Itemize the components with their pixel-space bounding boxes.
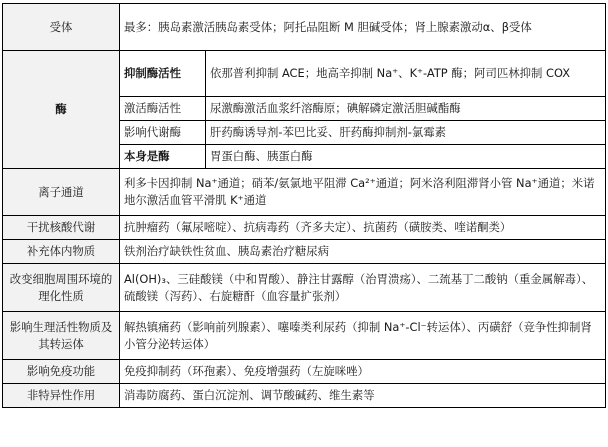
table-row — [3, 4, 606, 51]
enzyme-sub-content: 依那普利抑制 ACE；地高辛抑制 Na⁺、K⁺-ATP 酶；阿司匹林抑制 COX — [206, 51, 606, 97]
row-label-transporter: 影响生理活性物质及其转运体 — [3, 312, 120, 360]
enzyme-sub-label: 本身是酶 — [120, 145, 206, 169]
enzyme-sub-label: 激活酶活性 — [120, 97, 206, 121]
table-row — [3, 384, 606, 408]
row-label-nucleic-acid: 干扰核酸代谢 — [3, 216, 120, 240]
enzyme-sub-content: 胃蛋白酶、胰蛋白酶 — [206, 145, 606, 169]
row-label-nonspecific: 非特异性作用 — [3, 384, 120, 408]
row-label-supplement: 补充体内物质 — [3, 240, 120, 264]
enzyme-sub-label: 抑制酶活性 — [120, 51, 206, 97]
row-label-ion-channel: 离子通道 — [3, 169, 120, 216]
table-row — [3, 51, 606, 97]
enzyme-sub-label: 影响代谢酶 — [120, 121, 206, 145]
row-content-nonspecific: 消毒防腐药、蛋白沉淀剂、调节酸碱药、维生素等 — [120, 384, 606, 408]
row-content-immune: 免疫抑制药（环孢素）、免疫增强药（左旋咪唑） — [120, 360, 606, 384]
row-content-ion-channel: 利多卡因抑制 Na⁺通道；硝苯/氨氯地平阻滞 Ca²⁺通道；阿米洛利阻滞肾小管 Na⁺通道；米诺地尔激活血管平滑肌 K⁺通道 — [120, 169, 606, 216]
row-content-supplement: 铁剂治疗缺铁性贫血、胰岛素治疗糖尿病 — [120, 240, 606, 264]
row-label-enzyme: 酶 — [3, 51, 120, 169]
row-content-receptor: 最多：胰岛素激活胰岛素受体；阿托品阻断 M 胆碱受体；肾上腺素激动α、β受体 — [120, 4, 606, 51]
row-content-transporter: 解热镇痛药（影响前列腺素）、噻嗪类利尿药（抑制 Na⁺-Cl⁻转运体）、丙磺舒（竞争性抑制肾小管分泌转运体） — [120, 312, 606, 360]
enzyme-sub-content: 肝药酶诱导剂-苯巴比妥、肝药酶抑制剂-氯霉素 — [206, 121, 606, 145]
table-row — [3, 216, 606, 240]
table-row — [3, 169, 606, 216]
table-row — [3, 360, 606, 384]
row-label-receptor: 受体 — [3, 4, 120, 51]
row-content-nucleic-acid: 抗肿瘤药（氟尿嘧啶）、抗病毒药（齐多夫定）、抗菌药（磺胺类、喹诺酮类） — [120, 216, 606, 240]
table-row — [3, 240, 606, 264]
drug-mechanism-table — [2, 3, 606, 408]
row-label-environment: 改变细胞周围环境的理化性质 — [3, 264, 120, 312]
enzyme-sub-content: 尿激酶激活血浆纤溶酶原；碘解磷定激活胆碱酯酶 — [206, 97, 606, 121]
row-content-environment: Al(OH)₃、三硅酸镁（中和胃酸）、静注甘露醇（治胃溃疡）、二巯基丁二酸钠（重金属解毒）、硫酸镁（泻药）、右旋糖酐（血容量扩张剂） — [120, 264, 606, 312]
table-row — [3, 312, 606, 360]
table-row — [3, 264, 606, 312]
row-label-immune: 影响免疫功能 — [3, 360, 120, 384]
